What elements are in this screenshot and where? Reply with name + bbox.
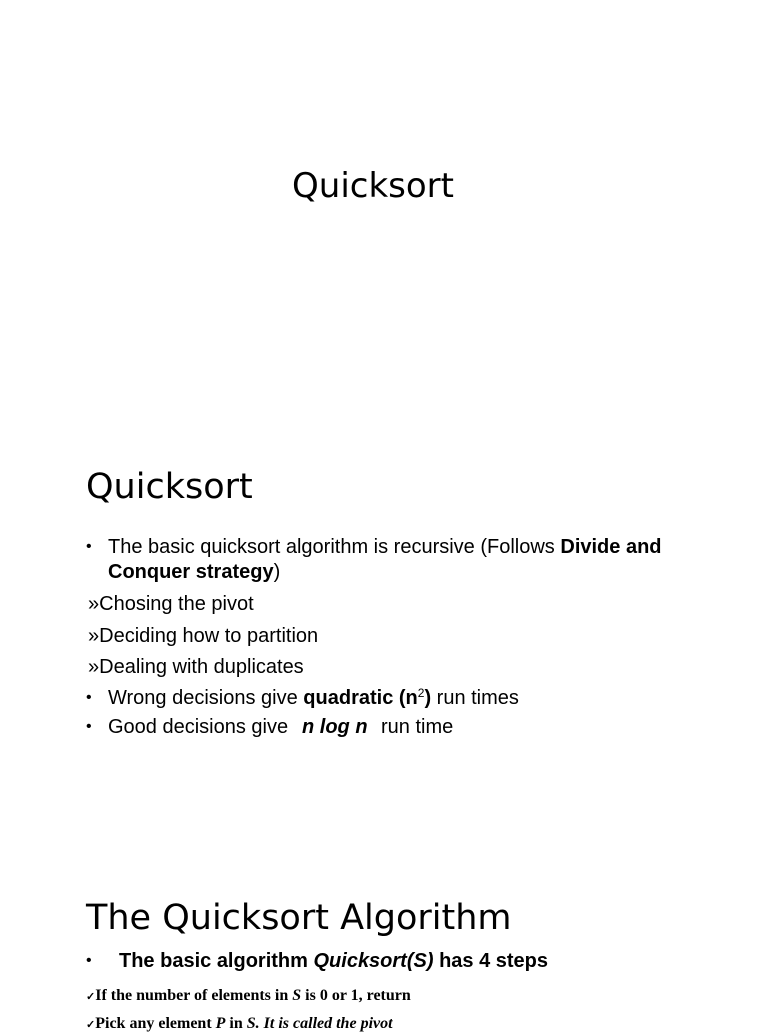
step1-post: is 0 or 1, return — [301, 987, 411, 1004]
bullet3-em: n log n — [302, 716, 368, 738]
slide3-bullet1-text: The basic algorithm — [119, 950, 314, 972]
step1-text: If the number of elements in — [95, 987, 293, 1004]
slide3-step1 — [86, 986, 411, 1007]
sub-item-text: Deciding how to partition — [99, 625, 319, 647]
bullet-dot: • — [86, 718, 92, 735]
check-icon: ✓ — [86, 991, 96, 1003]
bullet1-bold-a: Divide and — [560, 536, 662, 558]
slide3-bullet1-em: Quicksort(S) — [313, 950, 434, 972]
sub-marker: » — [88, 625, 100, 647]
bullet-dot: • — [86, 538, 92, 555]
slide2-title: Quicksort — [86, 467, 253, 507]
bullet-dot: • — [86, 689, 92, 706]
bullet2-bold: quadratic (n — [303, 687, 418, 709]
step2-text: Pick any element — [95, 1015, 216, 1032]
slide3-bullet1-post: has 4 steps — [433, 950, 549, 972]
slide3-step2 — [86, 1014, 393, 1035]
slide1-title: Quicksort — [292, 166, 454, 206]
step2-em3: pivot — [360, 1015, 393, 1032]
bullet1-post: ) — [273, 561, 281, 583]
bullet1-text: The basic quicksort algorithm is recursive (Follows — [108, 536, 561, 558]
bullet-dot: • — [86, 952, 92, 969]
check-icon: ✓ — [86, 1019, 96, 1031]
sub-item — [88, 655, 304, 679]
sub-item-text: Chosing the pivot — [99, 593, 254, 615]
bullet2-post: run times — [431, 687, 519, 709]
step2-em2: S — [246, 1015, 256, 1032]
slide3-title: The Quicksort Algorithm — [86, 898, 512, 938]
step1-em: S — [292, 987, 302, 1004]
step2-em1: P — [215, 1015, 226, 1032]
bullet1-bold-b: Conquer strategy — [108, 561, 274, 583]
bullet2-bold-close: ) — [424, 687, 432, 709]
bullet3-post: run time — [381, 716, 454, 738]
bullet3-text: Good decisions give — [108, 716, 289, 738]
sub-marker: » — [88, 593, 100, 615]
bullet2-sup: 2 — [417, 686, 425, 700]
sub-marker: » — [88, 656, 100, 678]
step2-post: . It is called the — [255, 1015, 361, 1032]
sub-item — [88, 624, 318, 648]
sub-item — [88, 592, 254, 616]
bullet2-text: Wrong decisions give — [108, 687, 304, 709]
sub-item-text: Dealing with duplicates — [99, 656, 304, 678]
step2-mid: in — [225, 1015, 247, 1032]
